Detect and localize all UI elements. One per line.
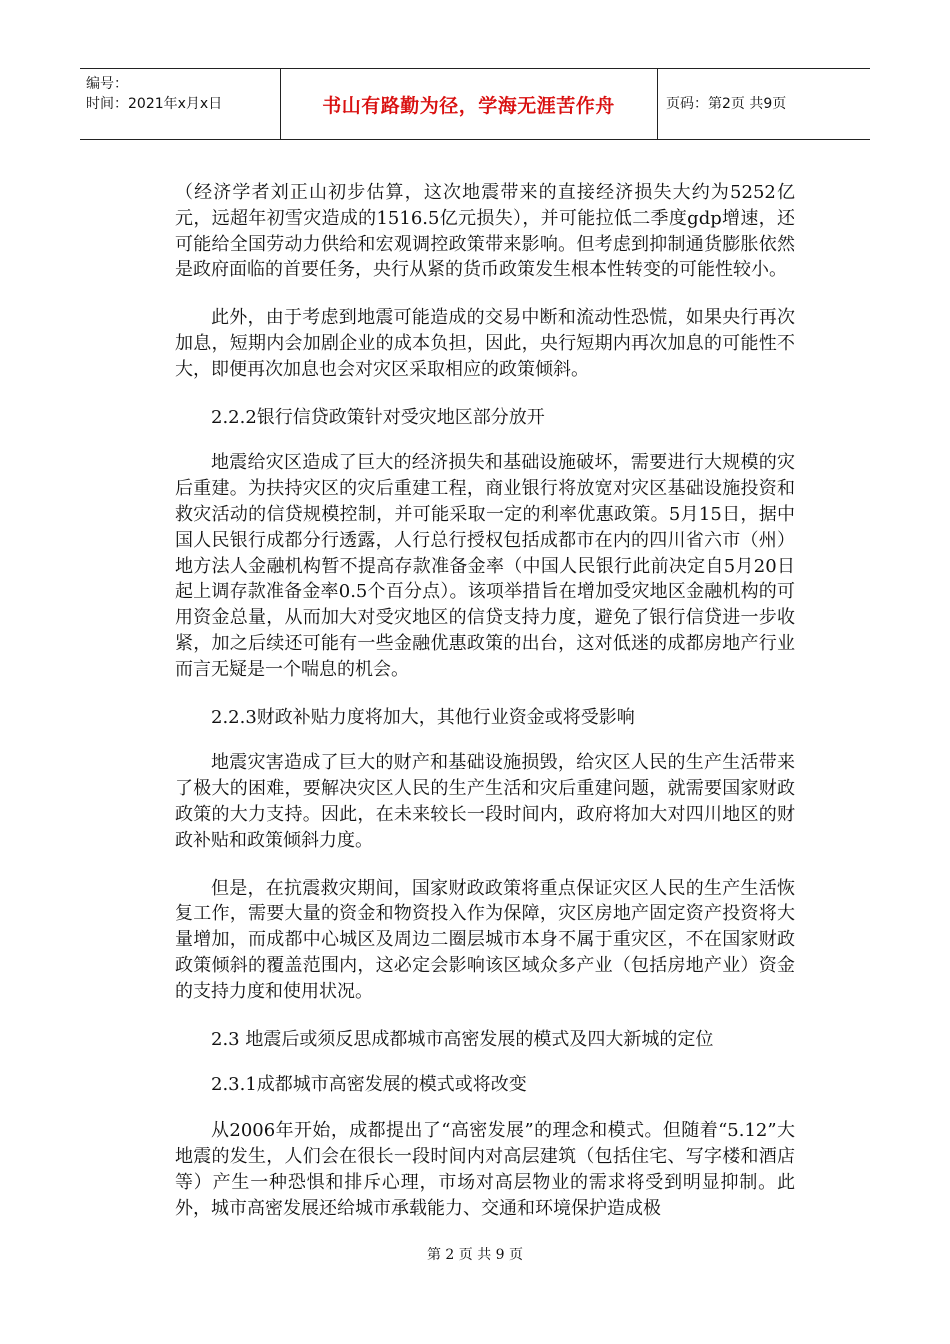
section-heading: 2.2.2银行信贷政策针对受灾地区部分放开 — [211, 406, 545, 428]
header-page-info: 页码：第2页 共9页 — [666, 96, 787, 112]
body-paragraph: 地震给灾区造成了巨大的经济损失和基础设施破坏，需要进行大规模的灾后重建。为扶持灾区的灾后重建工程，商业银行将放宽对灾区基础设施投资和救灾活动的信贷规模控制，并可能采取一定的利率优惠政策。5月15日，据中国人民银行成都分行透露，人行总行授权包括成都市在内的四川省六市（州）地方法人金融机构暂不提高存款准备金率（中国人民银行此前决定自5月20日起上调存款准备金率0.5个百分点）。该项举措旨在增加受灾地区金融机构的可用资金总量，从而加大对受灾地区的信贷支持力度，避免了银行信贷进一步收紧，加之后续还可能有一些金融优惠政策的出台，这对低迷的成都房地产行业而言无疑是一个喘息的机会。 — [175, 452, 795, 680]
body-paragraph: 从2006年开始，成都提出了“高密发展”的理念和模式。但随着“5.12”大地震的发生，人们会在很长一段时间内对高层建筑（包括住宅、写字楼和酒店等）产生一种恐惧和排斥心理，市场对高层物业的需求将受到明显抑制。此外，城市高密发展还给城市承载能力、交通和环境保护造成极 — [175, 1120, 795, 1219]
section-heading: 2.3.1成都城市高密发展的模式或将改变 — [211, 1074, 527, 1096]
body-paragraph: 但是，在抗震救灾期间，国家财政政策将重点保证灾区人民的生产生活恢复工作，需要大量的资金和物资投入作为保障，灾区房地产固定资产投资将大量增加，而成都中心城区及周边二圈层城市本身不属于重灾区，不在国家财政政策倾斜的覆盖范围内，这必定会影响该区域众多产业（包括房地产业）资金的支持力度和使用状况。 — [175, 877, 795, 1002]
body-paragraph: 此外，由于考虑到地震可能造成的交易中断和流动性恐慌，如果央行再次加息，短期内会加剧企业的成本负担，因此，央行短期内再次加息的可能性不大，即便再次加息也会对灾区采取相应的政策倾斜。 — [175, 307, 795, 380]
document-code-label: 编号： — [86, 76, 128, 92]
document-body — [175, 180, 795, 1243]
body-paragraph: 地震灾害造成了巨大的财产和基础设施损毁，给灾区人民的生产生活带来了极大的困难，要解决灾区人民的生产生活和灾后重建问题，就需要国家财政政策的大力支持。因此，在未来较长一段时间内，政府将加大对四川地区的财政补贴和政策倾斜力度。 — [175, 752, 795, 851]
header-divider — [657, 69, 658, 139]
body-paragraph: （经济学者刘正山初步估算，这次地震带来的直接经济损失大约为5252亿元，远超年初雪灾造成的1516.5亿元损失），并可能拉低二季度gdp增速，还可能给全国劳动力供给和宏观调控政策带来影响。但考虑到抑制通货膨胀依然是政府面临的首要任务，央行从紧的货币政策发生根本性转变的可能性较小。 — [175, 182, 795, 281]
header-table — [80, 68, 870, 140]
header-motto: 书山有路勤为径，学海无涯苦作舟 — [322, 95, 615, 117]
document-time-label: 时间：2021年x月x日 — [86, 96, 223, 112]
page-footer: 第 2 页 共 9 页 — [426, 1247, 524, 1263]
section-heading: 2.2.3财政补贴力度将加大，其他行业资金或将受影响 — [211, 706, 635, 728]
section-heading: 2.3 地震后或须反思成都城市高密发展的模式及四大新城的定位 — [211, 1028, 714, 1050]
